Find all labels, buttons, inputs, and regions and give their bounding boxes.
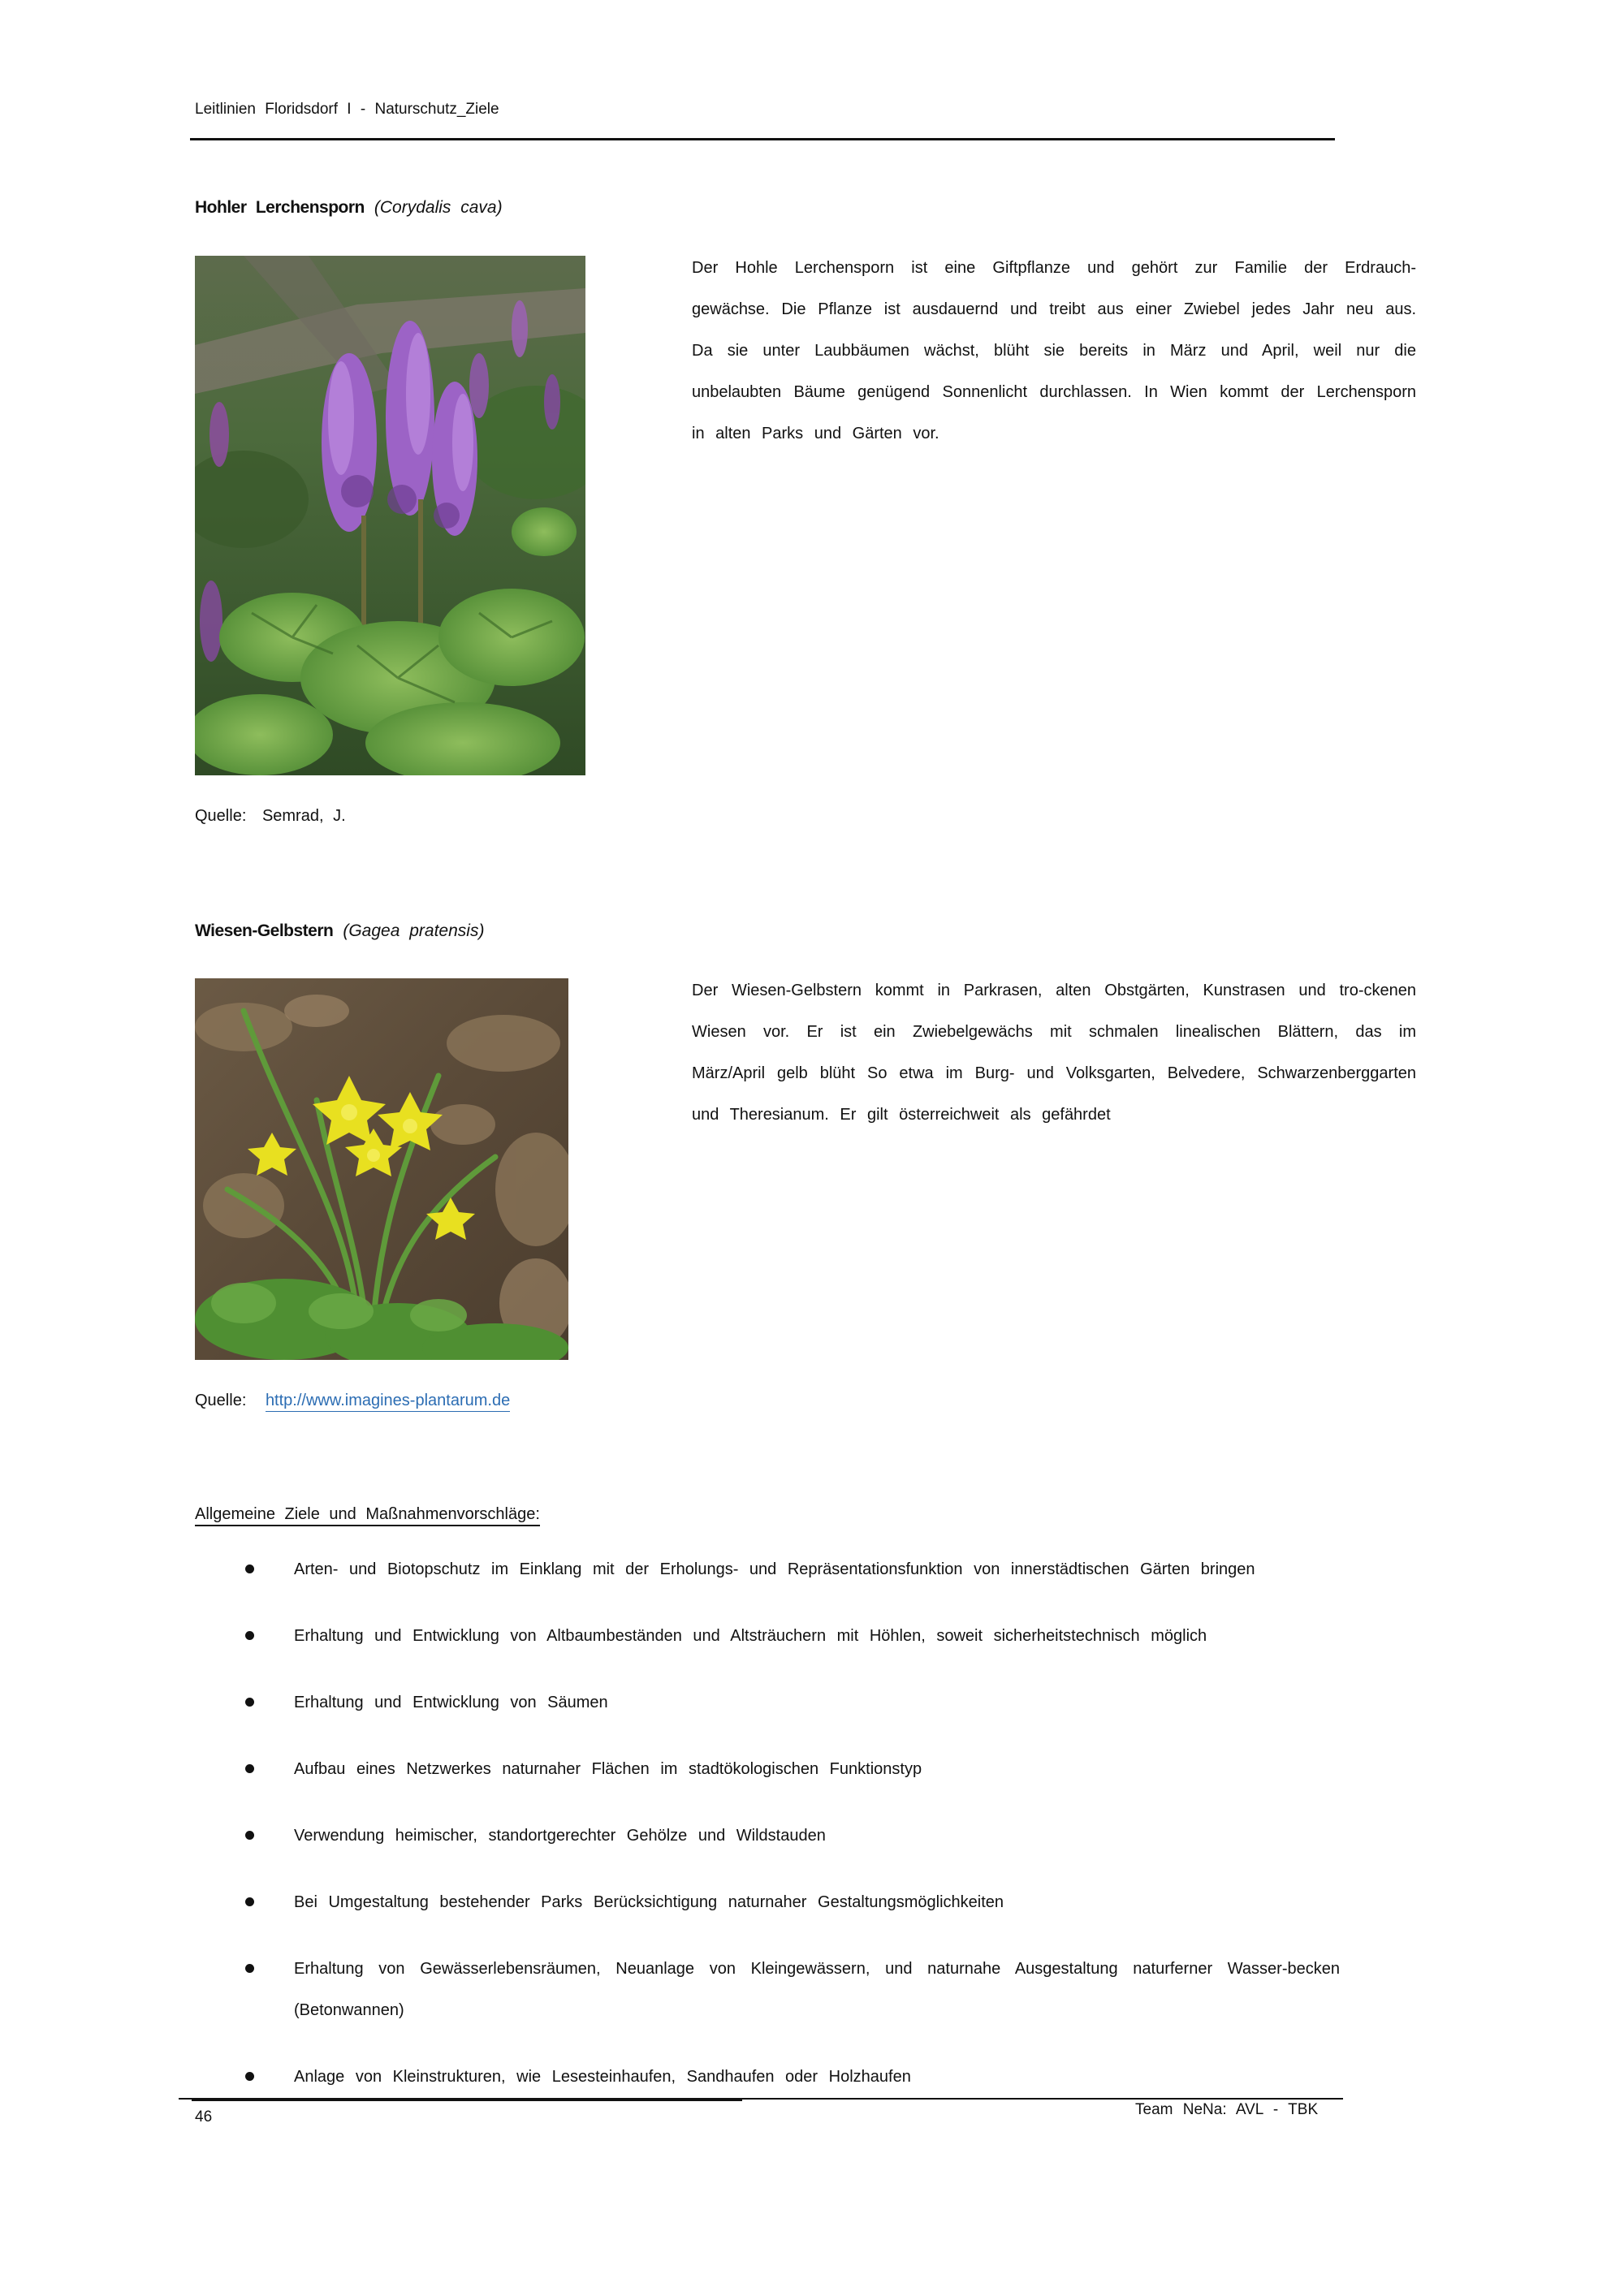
species-latin-name: (Gagea pratensis) <box>343 921 485 940</box>
list-item-text: Erhaltung von Gewässerlebensräumen, Neuanlage von Kleingewässern, und naturnahe Ausgestaltung naturferner Wasser-becken (Betonwannen) <box>294 1960 1340 2019</box>
list-item <box>244 1549 1340 1590</box>
bullet-dot-icon <box>245 1631 254 1640</box>
species-common-name: Wiesen-Gelbstern <box>195 921 334 940</box>
list-item <box>244 1815 1340 1857</box>
list-item-text: Aufbau eines Netzwerkes naturnaher Flächen im stadtökologischen Funktionstyp <box>294 1760 922 1778</box>
list-item-text: Arten- und Biotopschutz im Einklang mit der Erholungs- und Repräsentationsfunktion von innerstädtischen Gärten bringen <box>294 1560 1255 1578</box>
source-value: Semrad, J. <box>261 807 346 825</box>
gagea-photo <box>195 978 568 1360</box>
source-label: Quelle: <box>195 807 247 825</box>
source-label: Quelle: <box>195 1392 247 1409</box>
header-rule <box>190 138 1335 140</box>
footer-rule-accent <box>192 2099 742 2101</box>
list-item-text: Erhaltung und Entwicklung von Altbaumbeständen und Altsträuchern mit Höhlen, soweit sicherheitstechnisch möglich <box>294 1627 1207 1645</box>
source-link[interactable]: http://www.imagines-plantarum.de <box>266 1392 510 1412</box>
list-item-text: Erhaltung und Entwicklung von Säumen <box>294 1694 608 1711</box>
species-latin-name: (Corydalis cava) <box>374 198 503 217</box>
page-number: 46 <box>195 2108 213 2126</box>
corydalis-photo <box>195 256 585 775</box>
goals-list <box>244 1549 1340 2123</box>
species-description-gelbstern: Der Wiesen-Gelbstern kommt in Parkrasen, alten Obstgärten, Kunstrasen und tro-ckenen Wiesen vor. Er ist ein Zwiebelgewächs mit schmalen linealischen Blättern, das im März/April gelb blüht So etwa im Burg- und Volksgarten, Belvedere, Schwarzenberggarten und Theresianum. Er gilt österreichweit als gefährdet <box>692 982 1416 1124</box>
photo-source-lerchensporn <box>195 807 346 826</box>
photo-source-gelbstern <box>195 1392 510 1410</box>
species-common-name: Hohler Lerchensporn <box>195 198 365 217</box>
list-item <box>244 1949 1340 2031</box>
list-item <box>244 1882 1340 1923</box>
bullet-dot-icon <box>245 1564 254 1573</box>
list-item-text: Verwendung heimischer, standortgerechter Gehölze und Wildstauden <box>294 1827 826 1845</box>
species-title-gelbstern <box>195 921 484 941</box>
bullet-dot-icon <box>245 1764 254 1773</box>
bullet-dot-icon <box>245 1831 254 1840</box>
list-item <box>244 1749 1340 1790</box>
list-item-text: Bei Umgestaltung bestehender Parks Berücksichtigung naturnaher Gestaltungsmöglichkeiten <box>294 1893 1004 1911</box>
bullet-dot-icon <box>245 2072 254 2081</box>
species-description-lerchensporn: Der Hohle Lerchensporn ist eine Giftpflanze und gehört zur Familie der Erdrauch-gewächse. Die Pflanze ist ausdauernd und treibt aus einer Zwiebel jedes Jahr neu aus. Da sie unter Laubbäumen wächst, blüht sie bereits in März und April, weil nur die unbelaubten Bäume genügend Sonnenlicht durchlassen. In Wien kommt der Lerchensporn in alten Parks und Gärten vor. <box>692 259 1416 442</box>
bullet-dot-icon <box>245 1964 254 1973</box>
list-item <box>244 2056 1340 2098</box>
list-item <box>244 1616 1340 1657</box>
list-item <box>244 1682 1340 1724</box>
species-title-lerchensporn <box>195 198 503 218</box>
footer-team: Team NeNa: AVL - TBK <box>1135 2101 1319 2118</box>
running-header: Leitlinien Floridsdorf I - Naturschutz_Ziele <box>195 101 499 118</box>
list-item-text: Anlage von Kleinstrukturen, wie Lesesteinhaufen, Sandhaufen oder Holzhaufen <box>294 2068 911 2086</box>
goals-heading: Allgemeine Ziele und Maßnahmenvorschläge: <box>195 1505 540 1526</box>
bullet-dot-icon <box>245 1897 254 1906</box>
bullet-dot-icon <box>245 1698 254 1707</box>
